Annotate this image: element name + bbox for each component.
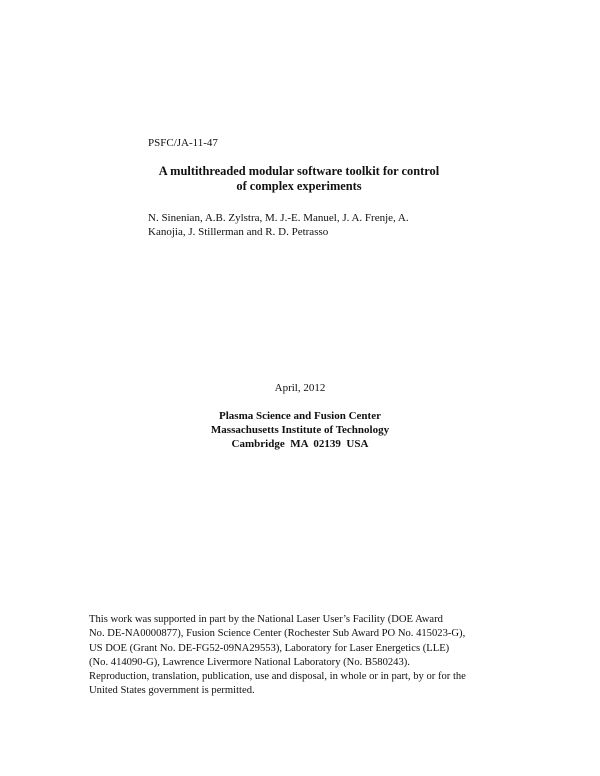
funding-acknowledgment [89, 613, 519, 699]
paper-title [128, 164, 470, 194]
acknowledgment-line: (No. 414090-G), Lawrence Livermore National Laboratory (No. B580243). [89, 656, 410, 668]
acknowledgment-line: Reproduction, translation, publication, use and disposal, in whole or in part, by or for the [89, 671, 466, 683]
institution-line: Massachusetts Institute of Technology [210, 424, 390, 437]
acknowledgment-line: No. DE-NA0000877), Fusion Science Center (Rochester Sub Award PO No. 415023-G), [89, 628, 466, 640]
acknowledgment-line: This work was supported in part by the National Laser User’s Facility (DOE Award [89, 614, 443, 625]
title-line: A multithreaded modular software toolkit for control [158, 164, 440, 178]
report-number: PSFC/JA-11-47 [148, 137, 218, 149]
institution-line: Plasma Science and Fusion Center [219, 410, 381, 422]
author-line: N. Sinenian, A.B. Zylstra, M. J.-E. Manuel, J. A. Frenje, A. [148, 212, 409, 224]
author-list [148, 211, 468, 239]
publication-date: April, 2012 [274, 382, 326, 394]
acknowledgment-line: United States government is permitted. [89, 685, 255, 697]
institution-line: Cambridge MA 02139 USA [231, 438, 369, 451]
institution-block [150, 409, 450, 452]
title-line: of complex experiments [236, 179, 362, 193]
author-line: Kanojia, J. Stillerman and R. D. Petrasso [148, 226, 329, 238]
acknowledgment-line: US DOE (Grant No. DE-FG52-09NA29553), Laboratory for Laser Energetics (LLE) [89, 642, 450, 654]
